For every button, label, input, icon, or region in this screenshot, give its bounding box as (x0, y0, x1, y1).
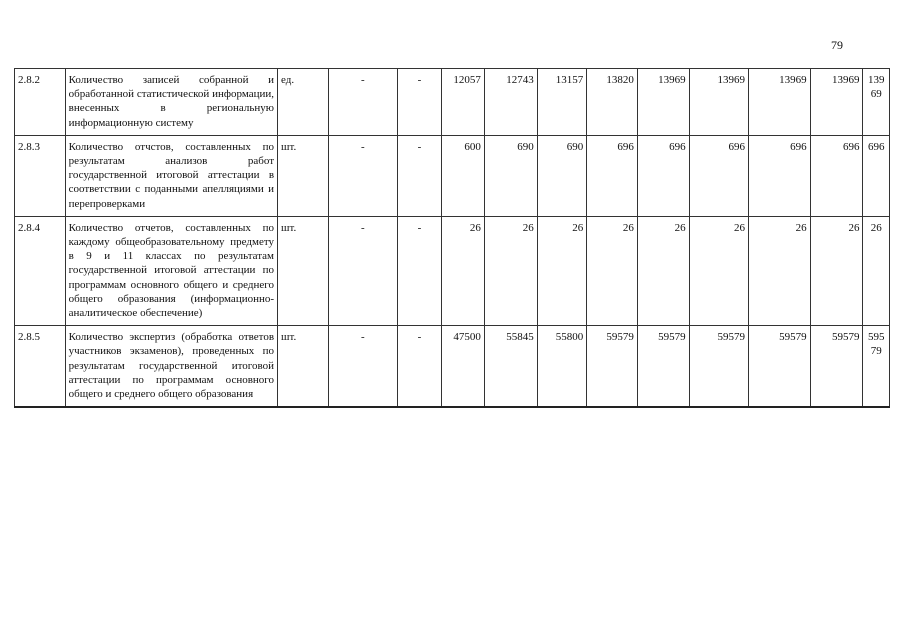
row-value: 47500 (442, 326, 485, 408)
row-value: 26 (863, 216, 890, 325)
row-value: 26 (537, 216, 587, 325)
row-dash-2: - (397, 326, 441, 408)
row-dash-1: - (328, 135, 397, 216)
row-value: 13157 (537, 69, 587, 136)
row-value: 13969 (749, 69, 811, 136)
row-value: 600 (442, 135, 485, 216)
row-value: 55800 (537, 326, 587, 408)
row-value: 26 (587, 216, 638, 325)
indicators-table (14, 68, 890, 408)
row-value: 12743 (484, 69, 537, 136)
row-value: 26 (810, 216, 863, 325)
row-value: 696 (689, 135, 748, 216)
row-value: 696 (637, 135, 689, 216)
row-value: 690 (537, 135, 587, 216)
row-value: 59579 (587, 326, 638, 408)
row-value: 13969 (637, 69, 689, 136)
row-dash-1: - (328, 326, 397, 408)
table-row (15, 216, 890, 325)
row-value: 26 (749, 216, 811, 325)
row-value: 13969 (863, 69, 890, 136)
row-dash-1: - (328, 69, 397, 136)
table-row (15, 69, 890, 136)
row-value: 26 (637, 216, 689, 325)
row-name: Количество экспертиз (обработка ответов участников экзаменов), проведенных по результатам государственной итоговой аттестации по программам основного общего и среднего общего образования (65, 326, 277, 408)
row-value: 59579 (749, 326, 811, 408)
table-row (15, 135, 890, 216)
row-value: 26 (442, 216, 485, 325)
row-unit: шт. (278, 216, 329, 325)
table-row (15, 326, 890, 408)
row-value: 13820 (587, 69, 638, 136)
row-number: 2.8.4 (15, 216, 66, 325)
row-value: 13969 (689, 69, 748, 136)
row-name: Количество отчетов, составленных по каждому общеобразовательному предмету в 9 и 11 классах по результатам государственной итоговой аттестации по программам основного общего и среднего общего образования (информационно-аналитическое обеспечение) (65, 216, 277, 325)
row-unit: ед. (278, 69, 329, 136)
row-value: 55845 (484, 326, 537, 408)
row-unit: шт. (278, 326, 329, 408)
row-value: 696 (810, 135, 863, 216)
row-value: 13969 (810, 69, 863, 136)
row-value: 690 (484, 135, 537, 216)
row-value: 59579 (863, 326, 890, 408)
row-value: 696 (587, 135, 638, 216)
row-value: 696 (863, 135, 890, 216)
row-number: 2.8.5 (15, 326, 66, 408)
row-value: 59579 (637, 326, 689, 408)
row-value: 59579 (689, 326, 748, 408)
row-dash-2: - (397, 69, 441, 136)
page-number: 79 (831, 38, 843, 52)
row-dash-1: - (328, 216, 397, 325)
row-value: 12057 (442, 69, 485, 136)
row-name: Количество отчстов, составленных по результатам анализов работ государственной итоговой аттестации в соответствии с поданными апелляциями и перепроверками (65, 135, 277, 216)
row-value: 59579 (810, 326, 863, 408)
row-value: 26 (484, 216, 537, 325)
row-value: 696 (749, 135, 811, 216)
row-unit: шт. (278, 135, 329, 216)
row-dash-2: - (397, 135, 441, 216)
row-number: 2.8.2 (15, 69, 66, 136)
row-dash-2: - (397, 216, 441, 325)
row-name: Количество записей собранной и обработанной статистической информации, внесенных в региональную информационную систему (65, 69, 277, 136)
row-number: 2.8.3 (15, 135, 66, 216)
row-value: 26 (689, 216, 748, 325)
